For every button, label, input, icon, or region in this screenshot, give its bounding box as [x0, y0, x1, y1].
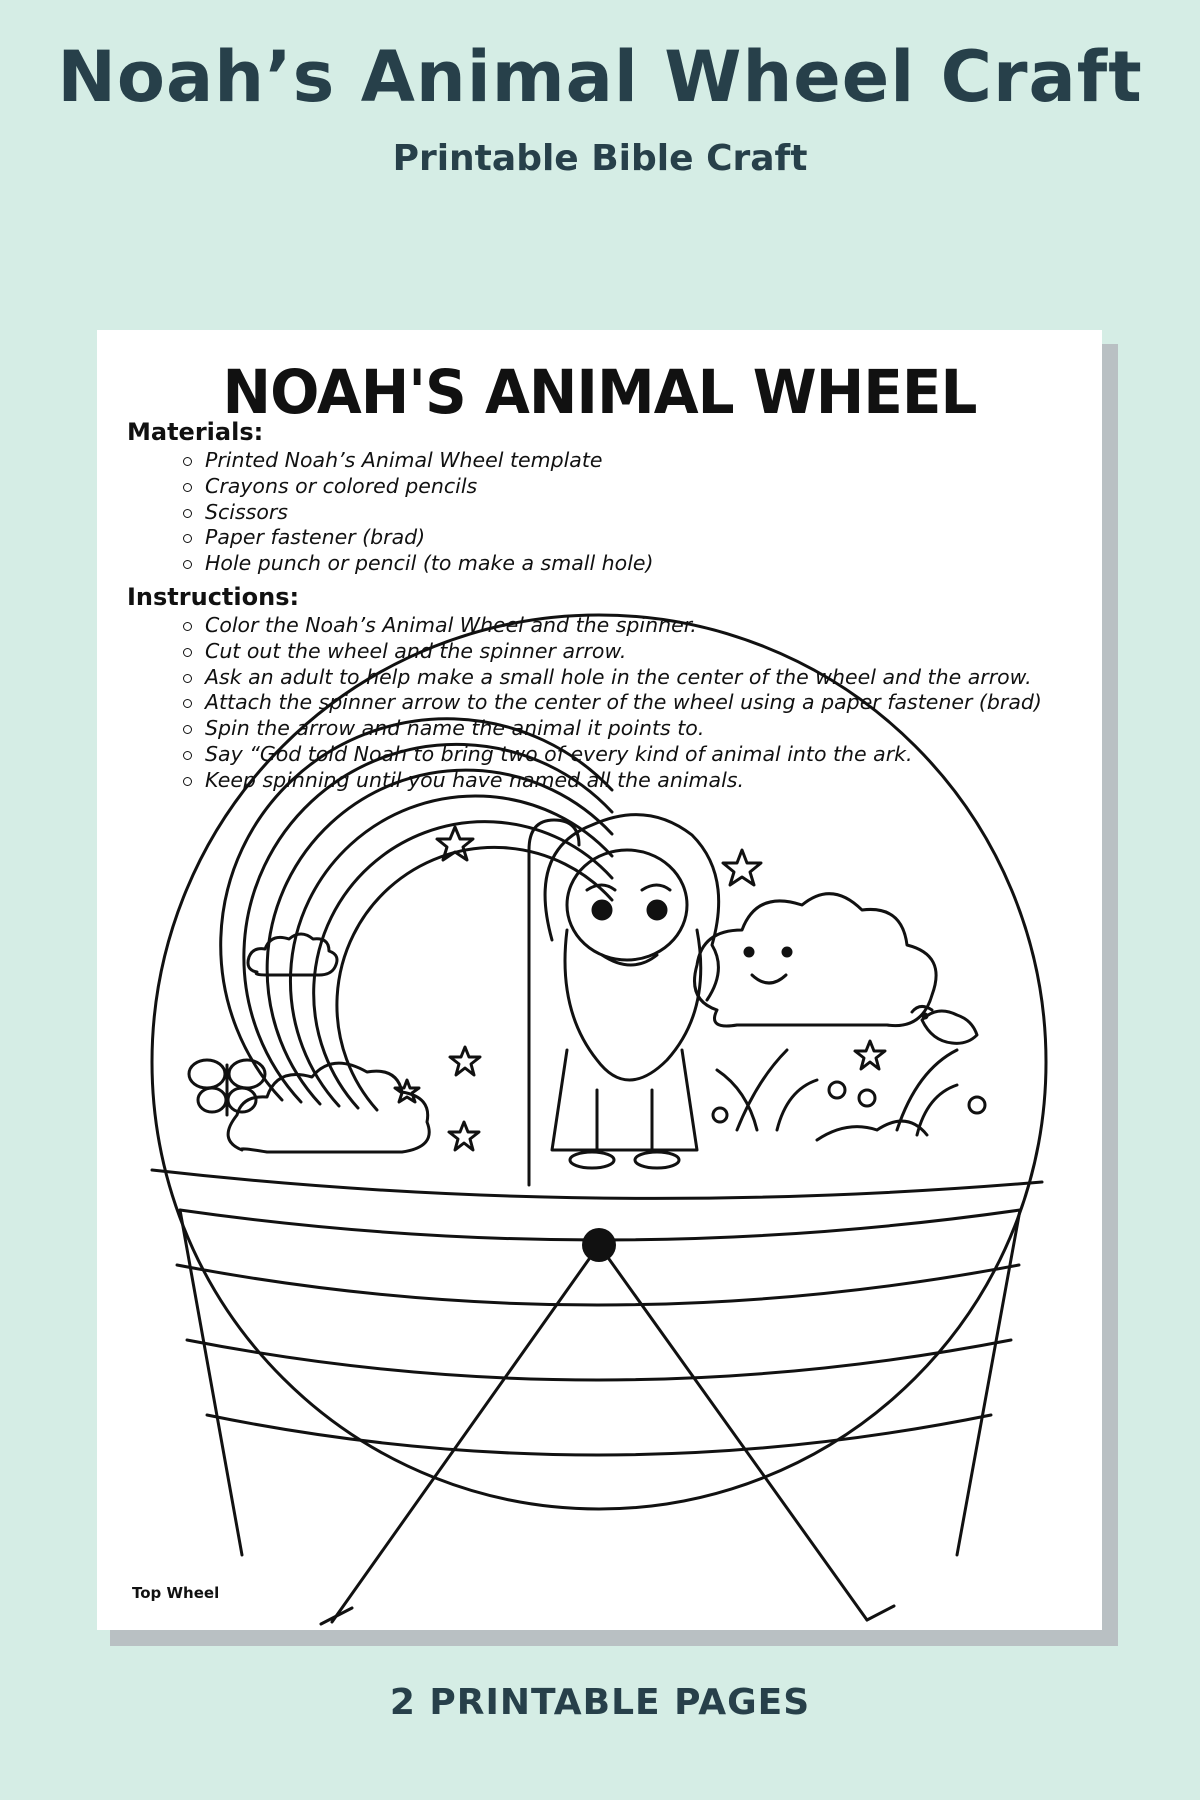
list-item: Printed Noah’s Animal Wheel template — [205, 448, 654, 474]
center-hole — [582, 1228, 616, 1262]
materials-heading: Materials: — [127, 418, 264, 446]
list-item: Scissors — [205, 500, 654, 526]
plants-icon — [713, 1050, 985, 1140]
list-item: Ask an adult to help make a small hole in the center of the wheel and the arrow. — [205, 665, 1042, 691]
list-item: Say “God told Noah to bring two of every kind of animal into the ark. — [205, 742, 1042, 768]
cloud-icon — [695, 894, 937, 1026]
footer-text: 2 PRINTABLE PAGES — [389, 1682, 811, 1723]
noah-character-icon — [529, 815, 719, 1185]
top-wheel-label: Top Wheel — [132, 1584, 220, 1602]
list-item: Paper fastener (brad) — [205, 525, 654, 551]
star-icon — [723, 850, 761, 885]
rainbow-icon — [221, 719, 612, 1110]
sheet-title: NOAH'S ANIMAL WHEEL — [222, 356, 977, 428]
star-icon — [450, 1047, 480, 1075]
wheel-illustration — [97, 330, 1102, 1630]
butterfly-icon — [189, 1060, 265, 1115]
list-item: Color the Noah’s Animal Wheel and the spinner. — [205, 613, 1042, 639]
list-item: Attach the spinner arrow to the center of the wheel using a paper fastener (brad) — [205, 690, 1042, 715]
list-item: Hole punch or pencil (to make a small hole) — [205, 551, 654, 576]
printable-sheet — [97, 330, 1102, 1630]
page-title: Noah’s Animal Wheel Craft — [57, 36, 1143, 118]
star-icon — [855, 1041, 885, 1069]
cutout-wedge — [332, 1245, 867, 1622]
star-icon — [449, 1122, 479, 1150]
list-item: Cut out the wheel and the spinner arrow. — [205, 639, 1042, 665]
list-item: Crayons or colored pencils — [205, 474, 654, 500]
bird-icon — [912, 1006, 977, 1043]
list-item: Keep spinning until you have named all the animals. — [205, 768, 1042, 794]
page-subtitle: Printable Bible Craft — [392, 138, 808, 179]
instructions-heading: Instructions: — [127, 583, 300, 611]
ark-deck — [152, 1170, 1042, 1198]
list-item: Spin the arrow and name the animal it points to. — [205, 716, 1042, 742]
cloud-icon — [228, 1063, 429, 1152]
